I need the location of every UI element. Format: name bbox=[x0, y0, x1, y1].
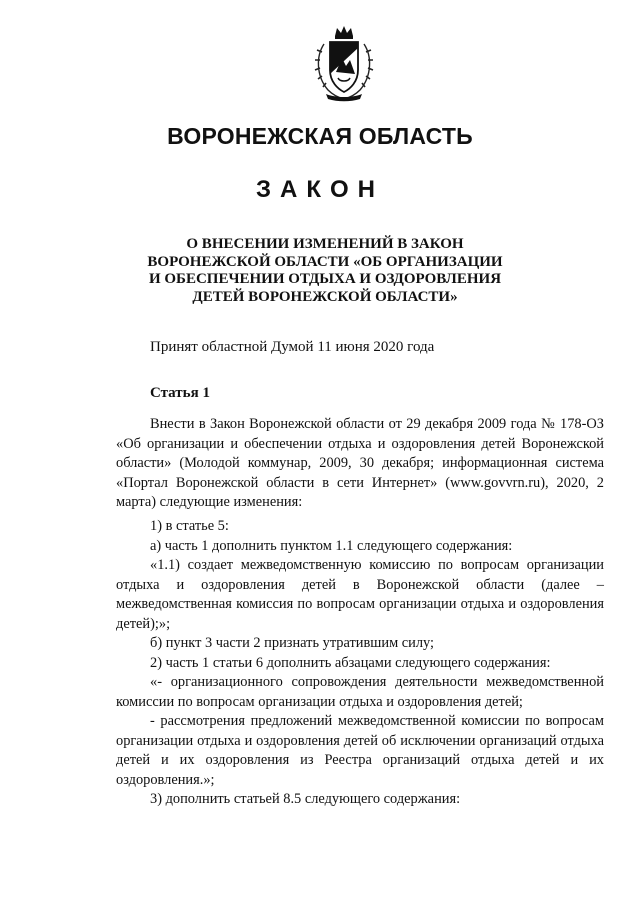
law-heading bbox=[120, 236, 530, 306]
list-item: «- организационного сопровождения деятельности межведомственной комиссии по вопросам организации отдыха и оздоровления детей; bbox=[116, 674, 604, 710]
region-name: ВОРОНЕЖСКАЯ ОБЛАСТЬ bbox=[167, 123, 473, 149]
document-type: ЗАКОН bbox=[255, 176, 384, 203]
list-item: 1) в статье 5: bbox=[150, 518, 229, 534]
list-item: 2) часть 1 статьи 6 дополнить абзацами следующего содержания: bbox=[150, 654, 551, 671]
intro-paragraph: Внести в Закон Воронежской области от 29 декабря 2009 года № 178-ОЗ «Об организации и обеспечении отдыха и оздоровления детей Воронежской области» (Молодой коммунар, 2009, 30 декабря; информационная система «Портал Воронежской области в сети Интернет» (www.govvrn.ru), 2020, 2 марта) следующие изменения: bbox=[116, 416, 604, 510]
list-item: 3) дополнить статьей 8.5 следующего содержания: bbox=[150, 791, 461, 807]
heading-line: И ОБЕСПЕЧЕНИИ ОТДЫХА И ОЗДОРОВЛЕНИЯ bbox=[148, 271, 502, 287]
adoption-date: Принят областной Думой 11 июня 2020 года bbox=[150, 339, 435, 355]
article-intro bbox=[116, 415, 604, 513]
amendments-list bbox=[116, 517, 604, 810]
article-title: Статья 1 bbox=[150, 385, 210, 401]
heading-line: ВОРОНЕЖСКОЙ ОБЛАСТИ «ОБ ОРГАНИЗАЦИИ bbox=[147, 253, 503, 270]
heading-line: О ВНЕСЕНИИ ИЗМЕНЕНИЙ В ЗАКОН bbox=[186, 236, 464, 252]
heading-line: ДЕТЕЙ ВОРОНЕЖСКОЙ ОБЛАСТИ» bbox=[192, 288, 458, 305]
list-item: а) часть 1 дополнить пунктом 1.1 следующего содержания: bbox=[150, 537, 513, 554]
coat-of-arms-icon bbox=[306, 22, 382, 104]
list-item: - рассмотрения предложений межведомственной комиссии по вопросам организации отдыха и оздоровления детей об исключении организаций отдыха детей и их оздоровления из Реестра организаций отдыха детей и их оздоровления.»; bbox=[116, 713, 604, 788]
list-item: б) пункт 3 части 2 признать утратившим силу; bbox=[150, 635, 435, 651]
list-item: «1.1) создает межведомственную комиссию по вопросам организации отдыха и оздоровления детей в Воронежской области (далее – межведомственная комиссия по вопросам организации отдыха и оздоровления детей);»; bbox=[116, 557, 604, 632]
